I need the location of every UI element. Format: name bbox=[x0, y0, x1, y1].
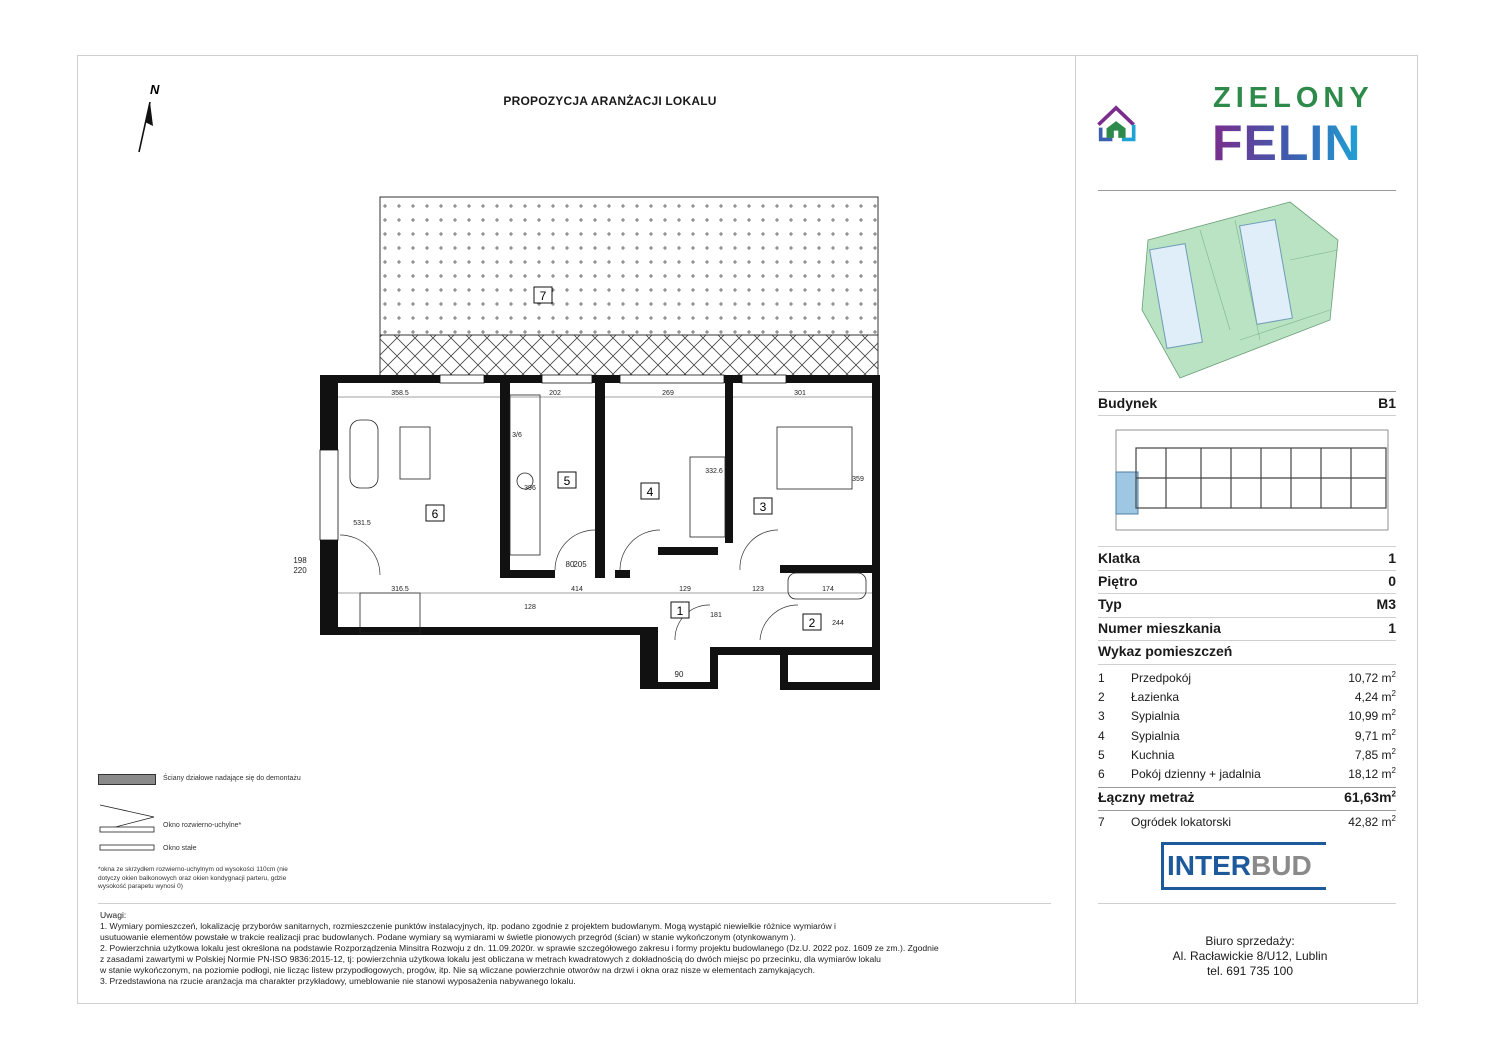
budynek-value: B1 bbox=[1378, 395, 1396, 411]
dim-label: 220 bbox=[293, 566, 307, 575]
legend-tilt-window: Okno rozwierno-uchylne* bbox=[163, 822, 242, 829]
total-label: Łączny metraż bbox=[1098, 789, 1195, 805]
row-rule bbox=[1098, 640, 1396, 641]
garden-row: 7 Ogródek lokatorski 42,82 $m^2$ bbox=[1098, 814, 1396, 829]
room-label-3: 3 bbox=[759, 500, 767, 514]
dim-label: 202 bbox=[549, 390, 561, 397]
panel-divider bbox=[1075, 55, 1076, 1004]
site-map bbox=[1140, 200, 1340, 380]
room-label-7: 7 bbox=[539, 289, 547, 303]
dim-label: 128 bbox=[524, 604, 536, 611]
dim-label: 531.5 bbox=[353, 520, 371, 527]
north-label: N bbox=[150, 82, 160, 97]
building-floor-map bbox=[1106, 428, 1396, 532]
dim-label: 414 bbox=[571, 586, 583, 593]
total-area bbox=[1098, 789, 1396, 805]
notes-line: w stanie wykończonym, na poziomie podłogi, nie licząc listew przypodłogowych, progów, itp. Nie są wliczane powierzchnie otworów na drzwi i okna oraz nisze w elementach zamykających. bbox=[100, 965, 816, 975]
sales-title: Biuro sprzedaży: bbox=[1205, 934, 1295, 948]
brand-line-1: ZIELONY bbox=[1213, 82, 1374, 114]
dim-label: 3/6 bbox=[512, 432, 522, 439]
pietro-value: 0 bbox=[1388, 573, 1396, 589]
info-pietro bbox=[1098, 573, 1396, 589]
info-numer bbox=[1098, 620, 1396, 636]
interbud-logo bbox=[1161, 842, 1333, 890]
info-rule bbox=[1098, 415, 1396, 416]
row-rule bbox=[1098, 664, 1396, 665]
dim-label: 198 bbox=[293, 556, 307, 565]
legend-fixed-window: Okno stałe bbox=[163, 845, 197, 852]
dim-label: 358.5 bbox=[391, 390, 409, 397]
dim-label: 174 bbox=[822, 586, 834, 593]
room-row: 2 Łazienka 4,24 $m^2$ bbox=[1098, 689, 1396, 704]
garden-area bbox=[380, 197, 878, 335]
dim-label: 205 bbox=[573, 560, 587, 569]
room-row: 4 Sypialnia 9,71 $m^2$ bbox=[1098, 728, 1396, 743]
dim-label: 396 bbox=[524, 485, 536, 492]
info-typ bbox=[1098, 596, 1396, 612]
legend-demolish-swatch bbox=[98, 774, 156, 785]
wykaz-label: Wykaz pomieszczeń bbox=[1098, 643, 1233, 659]
typ-label: Typ bbox=[1098, 596, 1122, 612]
dim-label: 129 bbox=[679, 586, 691, 593]
sitemap-rule bbox=[1098, 391, 1396, 392]
total-rule-bottom bbox=[1098, 810, 1396, 811]
notes bbox=[100, 910, 1050, 987]
room-label-5: 5 bbox=[563, 474, 571, 488]
dim-label: 80 bbox=[565, 560, 575, 569]
logo-rule bbox=[1098, 190, 1396, 191]
notes-line: 2. Powierzchnia użytkowa lokalu jest określona na podstawie Rozporządzenia Minsitra Rozwoju z dn. 11.09.2020r. w sprawie szczegółowego zakresu i formy projektu budowlanego (Dz.U. 2022 poz. 1609 ze zm.). Zgodnie bbox=[100, 943, 939, 953]
info-budynek bbox=[1098, 395, 1396, 411]
dim-label: 269 bbox=[662, 390, 674, 397]
notes-line: usutuowanie elementów powstałe w trakcie realizacji prac budowlanych. Podane wymiary są wymiarami w świetle pionowych przegród (ścian) w stanie wykończonym (otynkowanym ). bbox=[100, 932, 796, 942]
numer-value: 1 bbox=[1388, 620, 1396, 636]
klatka-value: 1 bbox=[1388, 550, 1396, 566]
row-rule bbox=[1098, 617, 1396, 618]
interbud-part2: BUD bbox=[1251, 850, 1312, 881]
notes-heading: Uwagi: bbox=[100, 910, 127, 920]
dim-label: 301 bbox=[794, 390, 806, 397]
dim-label: 123 bbox=[752, 586, 764, 593]
tilt-window-icon bbox=[98, 803, 156, 833]
brand-line-2: FELIN bbox=[1212, 115, 1362, 171]
sales-office bbox=[1150, 934, 1350, 979]
fixed-window-icon bbox=[98, 844, 156, 852]
typ-value: M3 bbox=[1376, 596, 1396, 612]
row-rule bbox=[1098, 570, 1396, 571]
room-row: 6 Pokój dzienny + jadalnia 18,12 $m^2$ bbox=[1098, 766, 1396, 781]
notes-line: 3. Przedstawiona na rzucie aranżacja ma charakter przykładowy, umeblowanie nie stanowi wyposażenia nabywanego lokalu. bbox=[100, 976, 576, 986]
info-klatka bbox=[1098, 550, 1396, 566]
dim-label: 181 bbox=[710, 612, 722, 619]
terrace-area bbox=[380, 335, 878, 377]
row-rule bbox=[1098, 593, 1396, 594]
dim-label: 316.5 bbox=[391, 586, 409, 593]
dim-label: 244 bbox=[832, 620, 844, 627]
pietro-label: Piętro bbox=[1098, 573, 1138, 589]
legend-demolish: Ściany działowe nadające się do demontażu bbox=[163, 775, 301, 782]
sales-rule bbox=[1098, 903, 1396, 904]
floormap-rule bbox=[1098, 546, 1396, 547]
plan-title: PROPOZYCJA ARANŻACJI LOKALU bbox=[503, 94, 717, 108]
notes-line: 1. Wymiary pomieszczeń, lokalizację przyborów sanitarnych, rozmieszczenie punktów instalacyjnych, itp. podano zgodnie z projektem budowlanym. Mogą wystąpić niewielkie różnice wymiarów i bbox=[100, 921, 836, 931]
legend-footnote: *okna ze skrzydłem rozwierno-uchylnym od wysokości 110cm (nie dotyczy okien balkonowych oraz okien kondygnacji parteru, gdzie wysokość parapetu wynosi 0) bbox=[98, 866, 288, 890]
north-arrow-icon bbox=[130, 80, 170, 160]
interbud-part1: INTER bbox=[1167, 850, 1251, 881]
sales-address: Al. Racławickie 8/U12, Lublin bbox=[1172, 949, 1328, 963]
klatka-label: Klatka bbox=[1098, 550, 1141, 566]
room-row: 3 Sypialnia 10,99 $m^2$ bbox=[1098, 708, 1396, 723]
room-row: 1 Przedpokój 10,72 $m^2$ bbox=[1098, 670, 1396, 685]
info-wykaz bbox=[1098, 643, 1396, 659]
total-rule-top bbox=[1098, 787, 1396, 788]
dim-label: 90 bbox=[674, 670, 684, 679]
floor-plan bbox=[280, 185, 880, 690]
total-value: $61,63m^2$ bbox=[1344, 789, 1396, 805]
room-label-2: 2 bbox=[808, 616, 816, 630]
room-row: 5 Kuchnia 7,85 $m^2$ bbox=[1098, 747, 1396, 762]
notes-divider bbox=[98, 903, 1051, 904]
budynek-label: Budynek bbox=[1098, 395, 1158, 411]
dim-label: 332.6 bbox=[705, 468, 723, 475]
sales-phone[interactable]: tel. 691 735 100 bbox=[1206, 964, 1294, 978]
room-label-1: 1 bbox=[676, 604, 684, 618]
dim-label: 359 bbox=[852, 476, 864, 483]
notes-line: z zasadami zawartymi w Polskiej Normie PN-ISO 9836:2015-12, tj: powierzchnia użytkowa lokalu jest obliczana w metrach kwadratowych z dokładnością do dwóch miejsc po przecinku, dla wymiarów lokalu bbox=[100, 954, 881, 964]
room-label-6: 6 bbox=[431, 507, 439, 521]
room-label-4: 4 bbox=[646, 485, 654, 499]
numer-label: Numer mieszkania bbox=[1098, 620, 1221, 636]
house-logo-icon bbox=[1097, 74, 1207, 174]
